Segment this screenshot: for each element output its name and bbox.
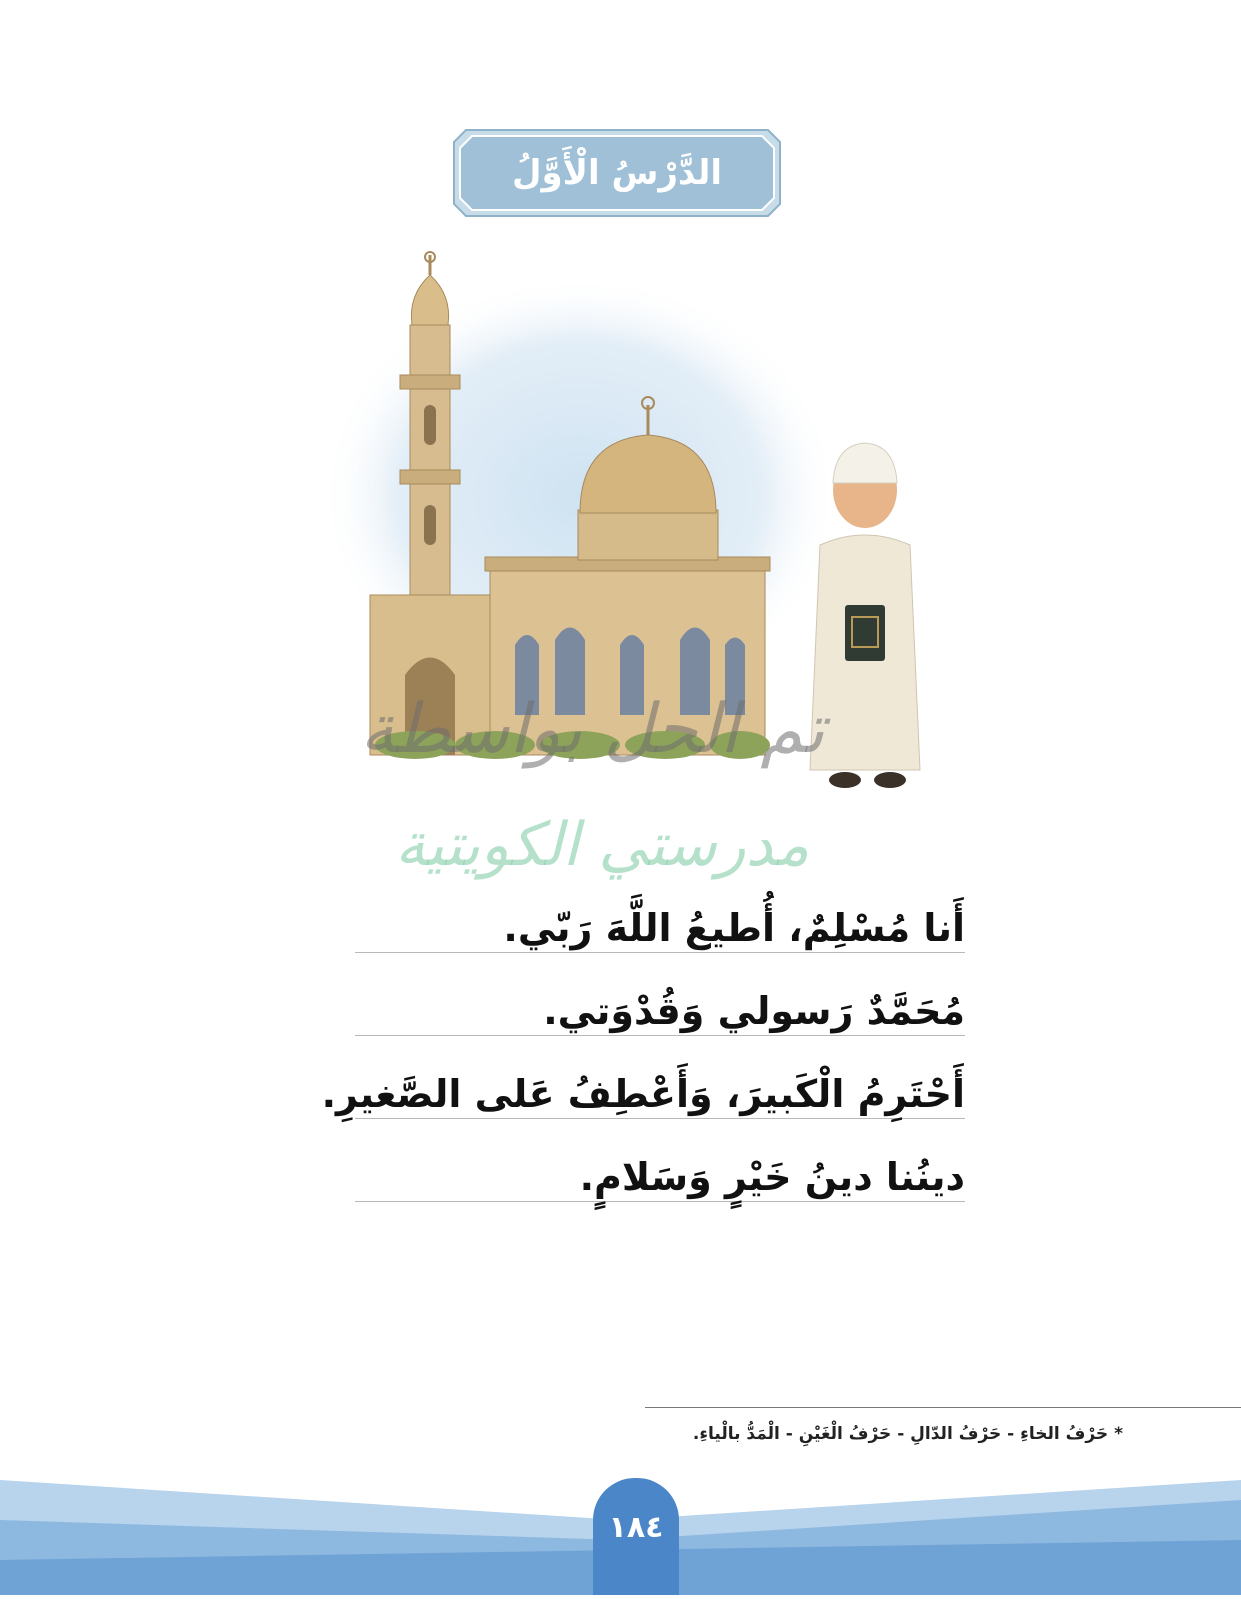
lesson-title-banner xyxy=(452,128,782,218)
text-line-content: أَحْتَرِمُ الْكَبيرَ، وَأَعْطِفُ عَلى الصَّغيرِ. xyxy=(321,1072,965,1116)
text-line xyxy=(355,1119,965,1202)
text-line-content: أَنا مُسْلِمٌ، أُطيعُ اللَّهَ رَبّي. xyxy=(503,906,965,950)
lesson-title: الدَّرْسُ الْأَوَّلُ xyxy=(512,153,722,193)
text-line xyxy=(355,953,965,1036)
footnote-divider xyxy=(645,1407,1241,1408)
text-line-content: دينُنا دينُ خَيْرٍ وَسَلامٍ. xyxy=(579,1155,965,1199)
reading-lines xyxy=(321,870,965,1202)
text-line xyxy=(355,870,965,953)
footnote: * حَرْفُ الخاءِ - حَرْفُ الدّالِ - حَرْفُ الْغَيْنِ - الْمَدُّ بالْياءِ. xyxy=(692,1424,1123,1444)
page-number: ١٨٤ xyxy=(608,1510,664,1545)
text-line xyxy=(321,1036,965,1119)
text-line-content: مُحَمَّدٌ رَسولي وَقُدْوَتي. xyxy=(543,989,965,1033)
watermark-line1: تم الحل بواسطة xyxy=(360,690,825,769)
watermark-line2: مدرستي الكويتية xyxy=(395,810,810,880)
